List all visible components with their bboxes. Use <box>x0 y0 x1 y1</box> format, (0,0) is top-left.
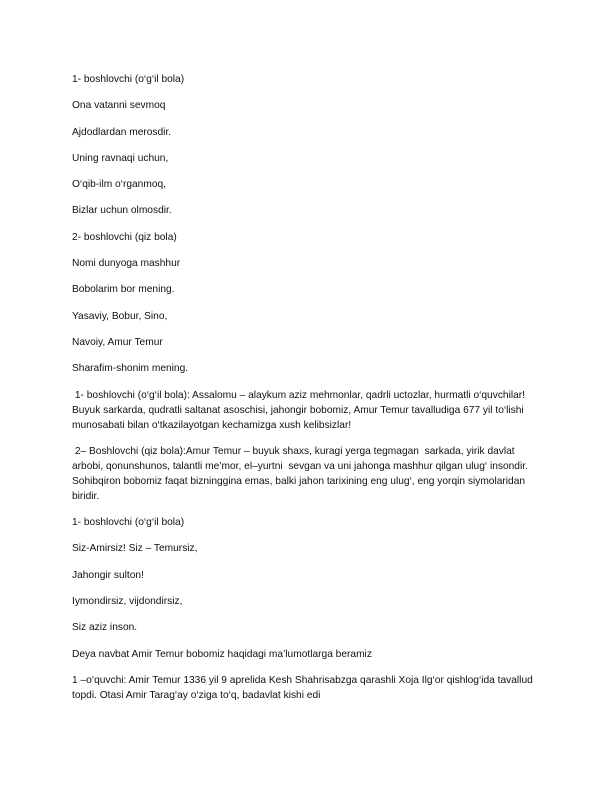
document-page <box>72 72 540 714</box>
poem-line: Ona vatanni sevmoq <box>72 100 166 112</box>
speech-paragraph: 2– Boshlovchi (qiz bola):Amur Temur – buyuk shaxs, kuragi yerga tegmagan sarkada, yirik davlat arbobi, qonunshunos, talantli me’mor, el–yurtni sevgan va uni jahonga mashhur qilgan ulug‘ insondir. Sohibqiron bobomiz faqat bizninggina emas, balki jahon tarixining eng ulug‘, eng yorqin siymolaridan biridir. <box>72 445 531 502</box>
speech-paragraph: 1- boshlovchi (o‘g‘il bola): Assalomu – alaykum aziz mehmonlar, qadrli uctozlar, hurmatli o‘quvchilar! Buyuk sarkarda, qudratli saltanat asoschisi, jahongir bobomiz, Amur Temur tavalludiga 677 yil to‘lishi munosabati bilan o‘tkazilayotgan kechamizga xush kelibsizlar! <box>72 389 528 431</box>
poem-line: Nomi dunyoga mashhur <box>72 258 181 270</box>
poem-line: Navoiy, Amur Temur <box>72 336 163 348</box>
transition-paragraph: Deya navbat Amir Temur bobomiz haqidagi ma’lumotlarga beramiz <box>72 648 372 660</box>
poem-line: Bobolarim bor mening. <box>72 284 175 296</box>
poem-line: Bizlar uchun olmosdir. <box>72 205 172 217</box>
poem-line: Iymondirsiz, vijdondirsiz, <box>72 596 183 608</box>
poem-line: Jahongir sulton! <box>72 569 144 581</box>
poem-line: Siz aziz inson. <box>72 622 138 634</box>
poem-line: O‘qib-ilm o‘rganmoq, <box>72 179 166 191</box>
poem-line: Uning ravnaqi uchun, <box>72 152 169 164</box>
speech-paragraph: 1 –o‘quvchi: Amir Temur 1336 yil 9 aprelida Kesh Shahrisabzga qarashli Xoja Ilg‘or qishlog‘ida tavallud topdi. Otasi Amir Tarag‘ay o‘ziga to‘q, badavlat kishi edi <box>72 674 536 701</box>
heading-boshlovchi-2: 2- boshlovchi (qiz bola) <box>72 231 177 243</box>
poem-line: Sharafim-shonim mening. <box>72 363 189 375</box>
heading-boshlovchi-1: 1- boshlovchi (o‘g‘il bola) <box>72 74 185 85</box>
poem-line: Yasaviy, Bobur, Sino, <box>72 310 168 322</box>
poem-line: Siz-Amirsiz! Siz – Temursiz, <box>72 543 198 555</box>
heading-boshlovchi-1: 1- boshlovchi (o‘g‘il bola) <box>72 517 185 529</box>
poem-line: Ajdodlardan merosdir. <box>72 126 172 138</box>
